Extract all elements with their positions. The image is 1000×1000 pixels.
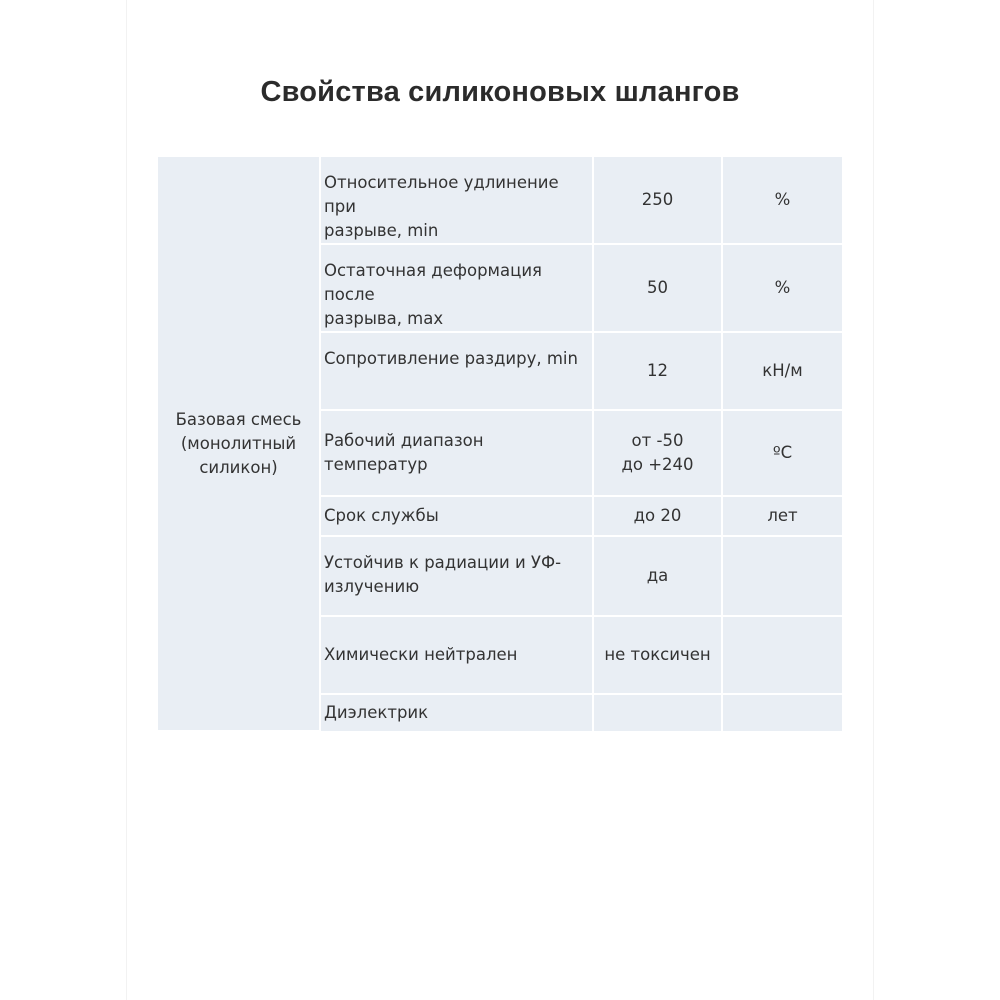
table-row bbox=[158, 157, 842, 244]
property-name-line: Устойчив к радиации и УФ- bbox=[324, 553, 562, 572]
property-unit bbox=[722, 536, 842, 616]
base-mix-cell bbox=[158, 157, 320, 731]
property-unit: % bbox=[722, 244, 842, 332]
property-name-line: разрыва, max bbox=[324, 309, 444, 328]
property-name-line: Срок службы bbox=[324, 506, 439, 525]
property-name-line: Диэлектрик bbox=[324, 703, 429, 722]
property-value bbox=[593, 496, 722, 536]
property-value bbox=[593, 244, 722, 332]
property-name-line: Химически нейтрален bbox=[324, 645, 518, 664]
property-name bbox=[320, 616, 593, 694]
property-value-line: до 20 bbox=[633, 506, 682, 525]
property-value-line: не токсичен bbox=[604, 645, 711, 664]
property-value-line: до +240 bbox=[621, 455, 694, 474]
property-unit: лет bbox=[722, 496, 842, 536]
property-name-line: разрыве, min bbox=[324, 221, 439, 240]
page-title: Свойства силиконовых шлангов bbox=[260, 76, 740, 108]
property-value bbox=[593, 536, 722, 616]
property-value-line: 50 bbox=[647, 278, 668, 297]
property-unit: % bbox=[722, 157, 842, 244]
property-name bbox=[320, 536, 593, 616]
property-value-line: от -50 bbox=[631, 431, 684, 450]
property-name bbox=[320, 157, 593, 244]
property-value bbox=[593, 410, 722, 496]
property-name bbox=[320, 694, 593, 731]
property-value bbox=[593, 694, 722, 731]
property-unit bbox=[722, 694, 842, 731]
property-value bbox=[593, 616, 722, 694]
property-value-line: 12 bbox=[647, 361, 668, 380]
property-name-line: Остаточная деформация после bbox=[324, 261, 542, 304]
property-name bbox=[320, 496, 593, 536]
property-name-line: излучению bbox=[324, 577, 420, 596]
property-name bbox=[320, 332, 593, 410]
properties-table bbox=[158, 157, 842, 732]
property-value-line: 250 bbox=[641, 190, 674, 209]
property-unit: кН/м bbox=[722, 332, 842, 410]
property-value bbox=[593, 332, 722, 410]
property-name-line: Относительное удлинение при bbox=[324, 173, 559, 216]
property-unit bbox=[722, 616, 842, 694]
property-name-line: Рабочий диапазон температур bbox=[324, 431, 484, 474]
property-value bbox=[593, 157, 722, 244]
group-label-line: Базовая смесь bbox=[175, 409, 302, 429]
property-value-line: да bbox=[646, 566, 669, 585]
property-unit: ºС bbox=[722, 410, 842, 496]
group-label-line: (монолитный bbox=[180, 433, 297, 453]
property-name bbox=[320, 244, 593, 332]
group-label-line: силикон) bbox=[199, 457, 278, 477]
property-name bbox=[320, 410, 593, 496]
property-name-line: Сопротивление раздиру, min bbox=[324, 349, 578, 368]
